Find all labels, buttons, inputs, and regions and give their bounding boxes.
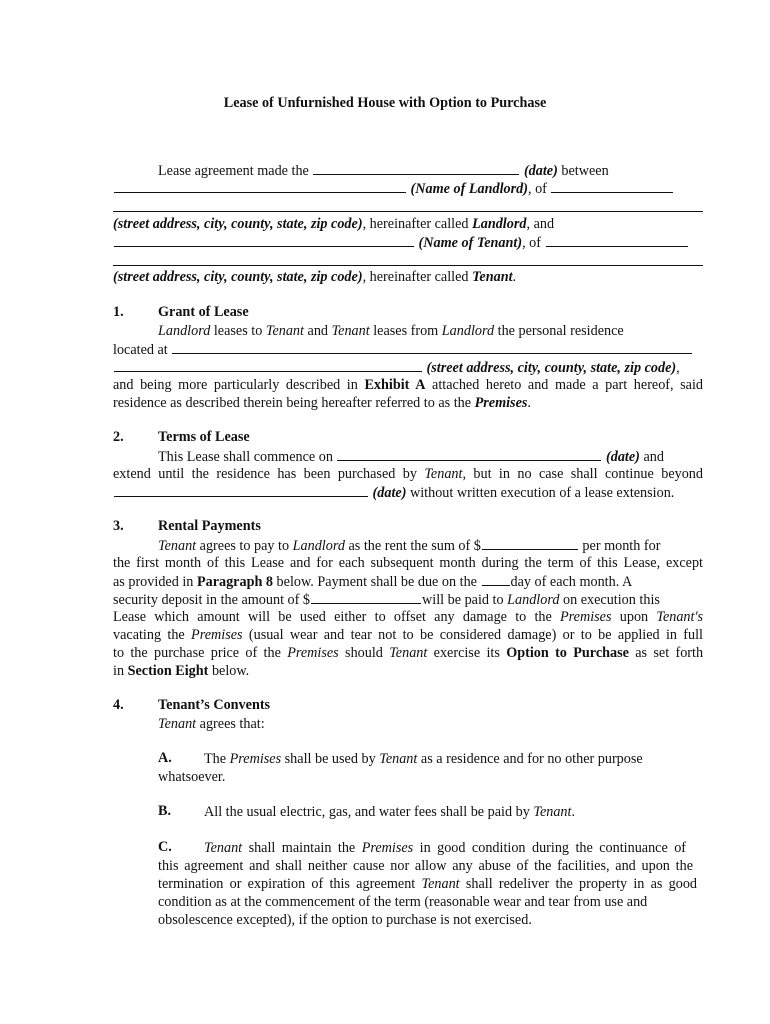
text: per month for	[582, 538, 661, 554]
intro-line-2	[113, 179, 703, 198]
text: (usual wear and tear not to be considered damage) or to be applied in full	[248, 627, 704, 643]
text: as the rent the sum of $	[348, 538, 481, 554]
due-day-blank[interactable]	[482, 572, 510, 586]
date-label: (date)	[523, 163, 558, 179]
section-4-number: 4.	[113, 697, 124, 713]
text: shall maintain the	[248, 840, 356, 856]
intro-line-4	[113, 233, 703, 252]
clause-c-line-3	[158, 875, 697, 893]
tenants-word: Tenant's	[656, 609, 704, 625]
intro-line-3	[113, 215, 703, 233]
premises-word: Premises	[361, 840, 414, 856]
section-3-line-1	[158, 536, 703, 555]
clause-c-letter: C.	[158, 839, 172, 855]
clause-b-letter: B.	[158, 803, 172, 819]
tenant-word: Tenant	[158, 538, 197, 554]
period: .	[512, 269, 517, 285]
tenant-word: Tenant	[389, 645, 428, 661]
exhibit-a: Exhibit A	[364, 377, 426, 393]
residence-address-blank-2[interactable]	[114, 358, 422, 372]
section-3-heading: Rental Payments	[158, 518, 261, 534]
text: The	[204, 751, 227, 767]
clause-b-line-1	[204, 803, 703, 821]
text: in good condition during the continuance of	[419, 840, 687, 856]
tenant-name-label: (Name of Tenant)	[418, 235, 523, 251]
clause-c-line-1	[204, 839, 686, 857]
section-1-heading: Grant of Lease	[158, 304, 249, 320]
clause-a-line-2: whatsoever.	[158, 769, 226, 785]
text: This Lease shall commence on	[158, 449, 333, 465]
date-label: (date)	[372, 485, 407, 501]
period: .	[527, 395, 531, 411]
tenant-word: Tenant	[158, 716, 197, 732]
text: as a residence and for no other purpose	[420, 751, 643, 767]
section-1-number: 1.	[113, 304, 124, 320]
text: agrees to pay to	[199, 538, 290, 554]
date-blank[interactable]	[313, 161, 519, 175]
section-2-line-2	[113, 465, 703, 483]
tenant-word: Tenant	[331, 323, 370, 339]
landlord-address-label: (street address, city, county, state, zip code)	[113, 216, 363, 232]
option-to-purchase: Option to Purchase	[506, 645, 629, 661]
tenant-word: Tenant	[421, 876, 460, 892]
text: termination or expiration of this agreement	[158, 876, 416, 892]
text: upon	[619, 609, 649, 625]
section-2-line-1	[158, 447, 703, 466]
section-1-line-5	[113, 394, 703, 412]
text: in	[113, 663, 125, 679]
text: shall redeliver the property in as good	[465, 876, 698, 892]
text: to the purchase price of the	[113, 645, 281, 661]
section-1-line-4	[113, 376, 703, 394]
text: should	[345, 645, 383, 661]
tenant-word: Tenant	[472, 269, 513, 285]
text: All the usual electric, gas, and water fees shall be paid by	[204, 804, 530, 820]
called-text: , hereinafter called	[362, 269, 469, 285]
section-1-line-3	[113, 358, 703, 377]
premises-word: Premises	[287, 645, 339, 661]
text: attached hereto and made a part hereof, said	[432, 377, 704, 393]
located-at-text: located at	[113, 342, 168, 358]
clause-c-line-5: obsolescence excepted), if the option to purchase is not exercised.	[158, 912, 532, 928]
tenant-word: Tenant	[204, 840, 243, 856]
and-text: , and	[526, 216, 555, 232]
text: and	[643, 449, 664, 465]
landlord-name-label: (Name of Landlord)	[410, 181, 528, 197]
text: below.	[211, 663, 250, 679]
section-4-heading: Tenant’s Convents	[158, 697, 271, 713]
text: leases to	[213, 323, 263, 339]
landlord-word: Landlord	[441, 323, 495, 339]
text: day of each month. A	[510, 574, 633, 590]
period: .	[571, 804, 576, 820]
text: and being more particularly described in	[113, 377, 358, 393]
premises-word: Premises	[474, 395, 528, 411]
section-1-line-2	[113, 340, 703, 359]
landlord-word: Landlord	[507, 592, 560, 608]
section-4-line-1	[158, 715, 703, 733]
tenant-word: Tenant	[533, 804, 572, 820]
of-text: , of	[522, 235, 541, 251]
text: leases from	[373, 323, 439, 339]
text: will be paid to	[422, 592, 504, 608]
intro-line-1	[158, 161, 628, 180]
commence-date-blank[interactable]	[337, 447, 601, 461]
clause-a-letter: A.	[158, 750, 172, 766]
section-3-line-8	[113, 662, 703, 680]
tenant-of-blank[interactable]	[546, 233, 688, 247]
premises-word: Premises	[229, 751, 282, 767]
text: Lease which amount will be used either to offset any damage to the	[113, 609, 552, 625]
section-3-line-5	[113, 608, 703, 626]
called-text: , hereinafter called	[362, 216, 469, 232]
section-eight: Section Eight	[127, 663, 209, 679]
section-3-line-7	[113, 644, 703, 662]
premises-word: Premises	[191, 627, 243, 643]
text: extend until the residence has been purchased by	[113, 466, 417, 482]
residence-address-blank[interactable]	[172, 340, 692, 354]
text: security deposit in the amount of $	[113, 592, 311, 608]
premises-word: Premises	[560, 609, 612, 625]
tenant-word: Tenant	[379, 751, 418, 767]
of-text: , of	[527, 181, 547, 197]
text: shall be used by	[284, 751, 376, 767]
section-1-line-1	[158, 322, 703, 340]
landlord-word: Landlord	[158, 323, 211, 339]
text: without written execution of a lease extension.	[409, 485, 675, 501]
intro-text: Lease agreement made the	[158, 163, 309, 179]
tenant-word: Tenant	[424, 466, 463, 482]
landlord-word: Landlord	[472, 216, 527, 232]
section-3-line-6	[113, 626, 703, 644]
landlord-address-rule[interactable]	[113, 211, 703, 212]
document-title: Lease of Unfurnished House with Option to Purchase	[223, 95, 547, 111]
end-date-blank[interactable]	[114, 483, 368, 497]
text: and	[307, 323, 329, 339]
tenant-address-label: (street address, city, county, state, zip code)	[113, 269, 363, 285]
text: on execution this	[562, 592, 660, 608]
tenant-name-blank[interactable]	[114, 233, 414, 247]
paragraph-8: Paragraph 8	[196, 574, 273, 590]
intro-line-5	[113, 268, 703, 286]
section-3-line-4	[113, 590, 703, 609]
text: exercise its	[433, 645, 500, 661]
text: as provided in	[113, 574, 194, 590]
date-label: (date)	[606, 449, 640, 465]
comma: ,	[676, 360, 680, 376]
text: vacating the	[113, 627, 185, 643]
between-text: between	[561, 163, 609, 179]
text: , but in no case shall continue beyond	[462, 466, 703, 482]
clause-c-line-4: condition as at the commencement of the term (reasonable wear and tear from use and	[158, 894, 648, 910]
clause-a-line-1	[204, 750, 703, 768]
landlord-of-blank[interactable]	[551, 179, 673, 193]
text: the personal residence	[497, 323, 624, 339]
text: residence as described therein being hereafter referred to as the	[113, 395, 472, 411]
deposit-amount-blank[interactable]	[311, 590, 421, 604]
section-3-line-2: the first month of this Lease and for each subsequent month during the term of this Lease, except	[113, 555, 703, 571]
text: agrees that:	[199, 716, 265, 732]
tenant-word: Tenant	[265, 323, 304, 339]
section-3-number: 3.	[113, 518, 124, 534]
section-2-line-3	[113, 483, 703, 502]
text: below. Payment shall be due on the	[276, 574, 477, 590]
address-label: (street address, city, county, state, zip code)	[426, 360, 677, 376]
section-2-number: 2.	[113, 429, 124, 445]
clause-c-line-2: this agreement and shall neither cause nor allow any abuse of the facilities, and upon the	[158, 858, 693, 874]
tenant-address-rule[interactable]	[113, 265, 703, 266]
section-3-line-3	[113, 572, 703, 591]
landlord-word: Landlord	[292, 538, 345, 554]
section-2-heading: Terms of Lease	[158, 429, 250, 445]
landlord-name-blank[interactable]	[114, 179, 406, 193]
rent-amount-blank[interactable]	[482, 536, 578, 550]
text: as set forth	[635, 645, 704, 661]
